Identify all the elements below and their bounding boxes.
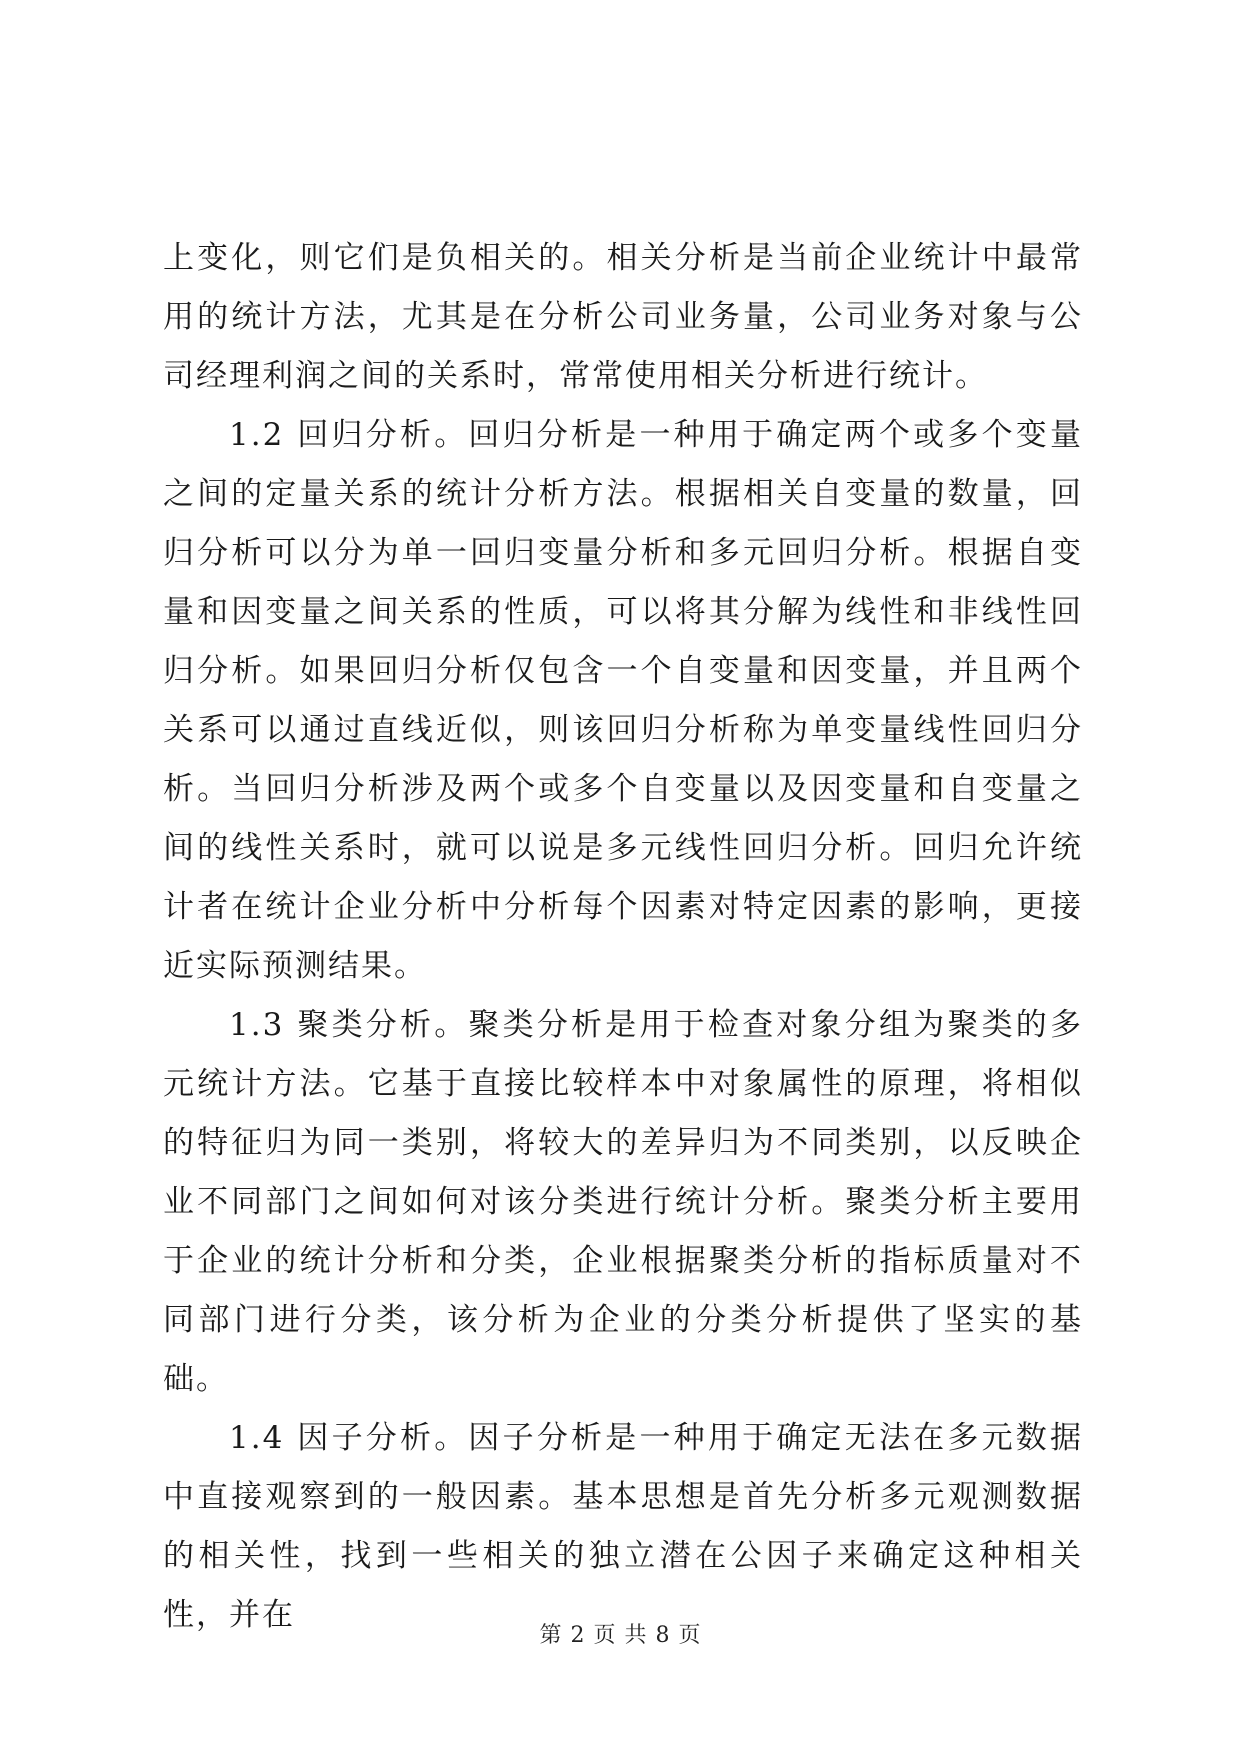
paragraph-factor-analysis: 1.4 因子分析。因子分析是一种用于确定无法在多元数据中直接观察到的一般因素。基本思想是首先分析多元观测数据的相关性，找到一些相关的独立潜在公因子来确定这种相关性，并在 [163, 1420, 1083, 1633]
paragraph-regression-analysis: 1.2 回归分析。回归分析是一种用于确定两个或多个变量之间的定量关系的统计分析方法。根据相关自变量的数量，回归分析可以分为单一回归变量分析和多元回归分析。根据自变量和因变量之间关系的性质，可以将其分解为线性和非线性回归分析。如果回归分析仅包含一个自变量和因变量，并且两个关系可以通过直线近似，则该回归分析称为单变量线性回归分析。当回归分析涉及两个或多个自变量以及因变量和自变量之间的线性关系时，就可以说是多元线性回归分析。回归允许统计者在统计企业分析中分析每个因素对特定因素的影响，更接近实际预测结果。 [163, 417, 1083, 984]
paragraph-continued: 上变化，则它们是负相关的。相关分析是当前企业统计中最常用的统计方法，尤其是在分析公司业务量，公司业务对象与公司经理利润之间的关系时，常常使用相关分析进行统计。 [163, 240, 1083, 394]
page-body [163, 229, 1083, 1645]
page-number-footer: 第 2 页 共 8 页 [539, 1623, 702, 1648]
paragraph-cluster-analysis: 1.3 聚类分析。聚类分析是用于检查对象分组为聚类的多元统计方法。它基于直接比较样本中对象属性的原理，将相似的特征归为同一类别，将较大的差异归为不同类别，以反映企业不同部门之间如何对该分类进行统计分析。聚类分析主要用于企业的统计分析和分类，企业根据聚类分析的指标质量对不同部门进行分类，该分析为企业的分类分析提供了坚实的基础。 [163, 1007, 1083, 1397]
